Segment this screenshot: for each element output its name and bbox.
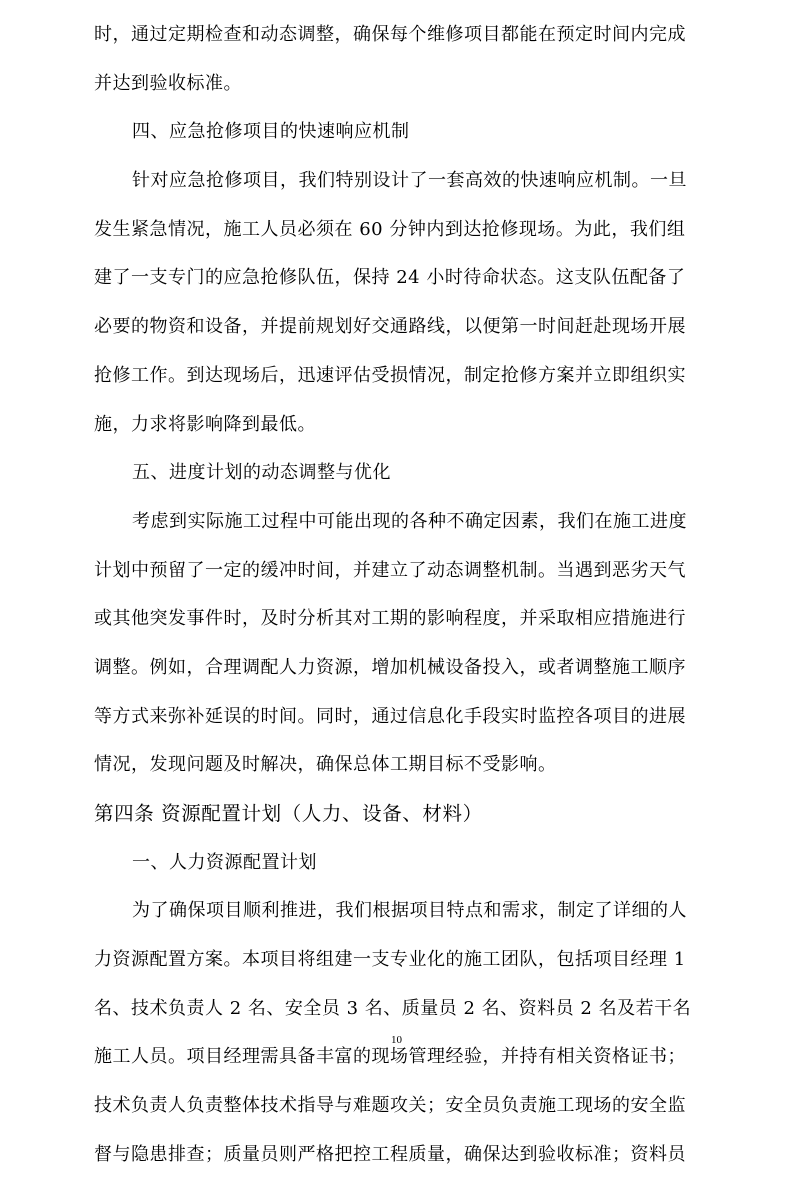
paragraph-line: 或其他突发事件时，及时分析其对工期的影响程度，并采取相应措施进行: [94, 608, 686, 630]
paragraph-line: 抢修工作。到达现场后，迅速评估受损情况，制定抢修方案并立即组织实: [94, 364, 686, 386]
paragraph-line: 等方式来弥补延误的时间。同时，通过信息化手段实时监控各项目的进展: [94, 705, 686, 727]
page-body: [94, 11, 696, 1180]
paragraph-line: 情况，发现问题及时解决，确保总体工期目标不受影响。: [94, 754, 557, 776]
paragraph-line: 施工人员。项目经理需具备丰富的现场管理经验，并持有相关资格证书；: [94, 1046, 686, 1068]
paragraph-line: 考虑到实际施工过程中可能出现的各种不确定因素，我们在施工进度: [132, 510, 687, 532]
page-number: 10: [391, 1034, 402, 1046]
paragraph-line: 为了确保项目顺利推进，我们根据项目特点和需求，制定了详细的人: [132, 900, 687, 922]
paragraph-line: 力资源配置方案。本项目将组建一支专业化的施工团队，包括项目经理 1: [94, 949, 686, 971]
paragraph-line: 建了一支专门的应急抢修队伍，保持 24 小时待命状态。这支队伍配备了: [94, 267, 686, 289]
paragraph-line: 时，通过定期检查和动态调整，确保每个维修项目都能在预定时间内完成: [94, 24, 686, 45]
paragraph-line: 技术负责人负责整体技术指导与难题攻关；安全员负责施工现场的安全监: [94, 1095, 686, 1117]
section-heading-1: 一、人力资源配置计划: [132, 851, 317, 873]
paragraph-line: 调整。例如，合理调配人力资源，增加机械设备投入，或者调整施工顺序: [94, 656, 686, 678]
paragraph-line: 必要的物资和设备，并提前规划好交通路线，以便第一时间赶赴现场开展: [94, 316, 686, 338]
paragraph-line: 名、技术负责人 2 名、安全员 3 名、质量员 2 名、资料员 2 名及若干名: [94, 997, 692, 1019]
paragraph-line: 并达到验收标准。: [94, 72, 242, 94]
paragraph-line: 督与隐患排查；质量员则严格把控工程质量，确保达到验收标准；资料员: [94, 1143, 686, 1165]
paragraph-line: 施，力求将影响降到最低。: [94, 413, 316, 435]
article-heading: 第四条 资源配置计划（人力、设备、材料）: [94, 802, 483, 825]
section-heading-4: 四、应急抢修项目的快速响应机制: [132, 121, 410, 143]
section-heading-5: 五、进度计划的动态调整与优化: [132, 462, 391, 484]
paragraph-line: 计划中预留了一定的缓冲时间，并建立了动态调整机制。当遇到恶劣天气: [94, 559, 686, 581]
paragraph-line: 发生紧急情况，施工人员必须在 60 分钟内到达抢修现场。为此，我们组: [94, 218, 686, 240]
paragraph-line: 针对应急抢修项目，我们特别设计了一套高效的快速响应机制。一旦: [132, 170, 687, 192]
